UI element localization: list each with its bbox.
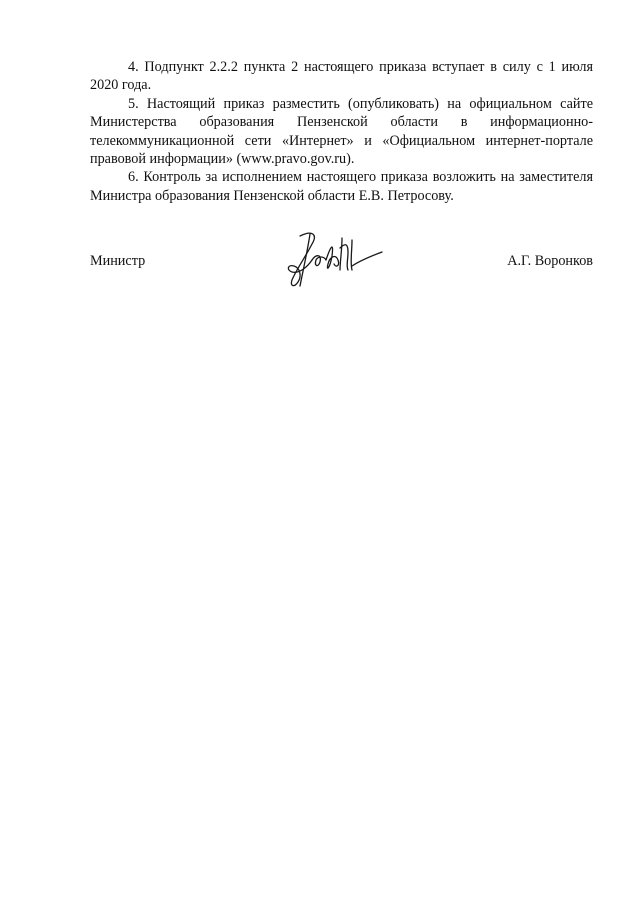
paragraph-4: 4. Подпункт 2.2.2 пункта 2 настоящего приказа вступает в силу с 1 июля 2020 года. <box>90 59 593 94</box>
signatory-position: Министр <box>90 253 146 269</box>
handwritten-signature <box>282 226 386 292</box>
paragraph-5: 5. Настоящий приказ разместить (опубликовать) на официальном сайте Министерства образования Пензенской области в информационно-телекоммуникационной сети «Интернет» и «Официальном интернет-портале правовой информации» (www.pravo.gov.ru). <box>90 95 593 168</box>
signatory-name: А.Г. Воронков <box>507 253 593 269</box>
document-body <box>90 58 593 205</box>
paragraph-6: 6. Контроль за исполнением настоящего приказа возложить на заместителя Министра образования Пензенской области Е.В. Петросову. <box>90 169 593 204</box>
